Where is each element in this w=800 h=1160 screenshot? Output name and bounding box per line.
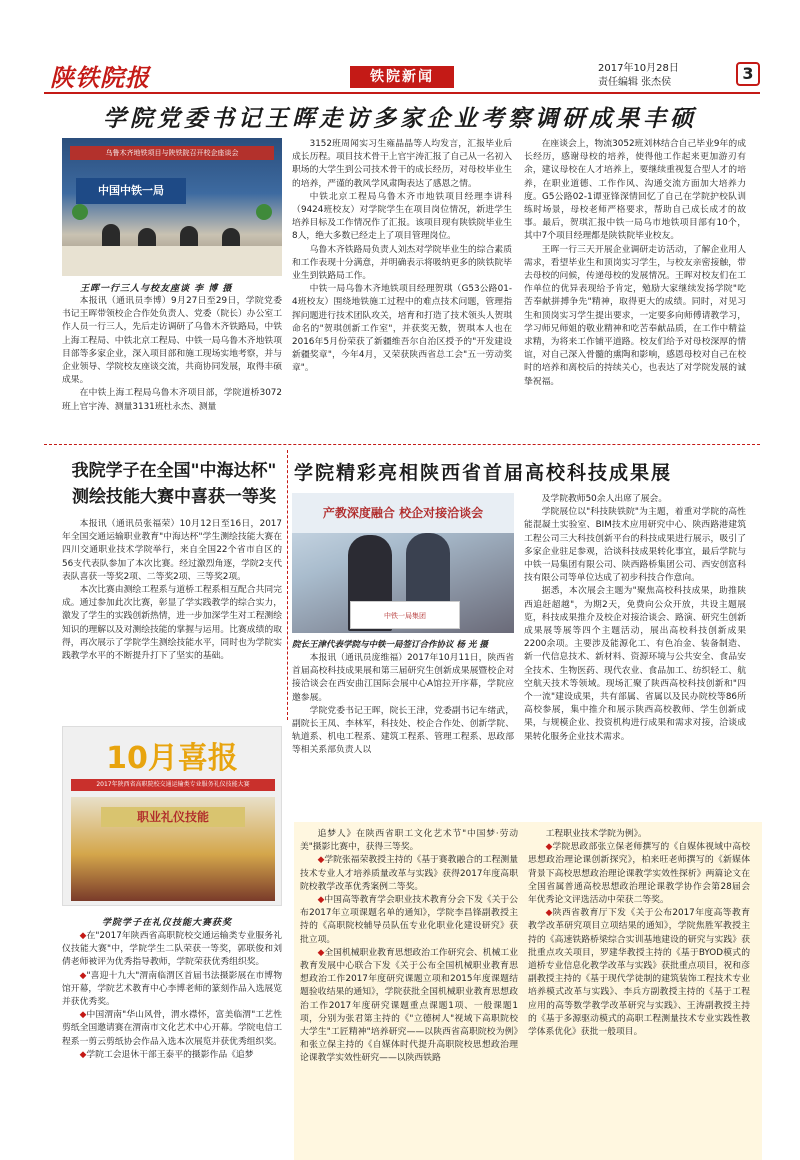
photo-band: 2017年陕西省高职院校交通运输类专业服务礼仪技能大赛	[71, 779, 275, 791]
article2-body	[62, 518, 282, 714]
article3-photo	[292, 493, 514, 633]
list-item: ◆在"2017年陕西省高职院校交通运输类专业服务礼仪技能大赛"中，学院学生二队荣获一等奖，郭联俊和刘倩老师被评为优秀指导教师，学院荣获优秀组织奖。	[62, 931, 282, 968]
list-item: 追梦人》在陕西省职工文化艺术节"中国梦·劳动美"摄影比赛中，获得三等奖。	[300, 829, 518, 853]
paragraph: 学院展位以"科技陕铁院"为主题，着重对学院的高性能混凝土实验室、BIM技术应用研究中心、陕西路港建筑工程公司三大科技创新平台的科技成果进行展示，吸引了多家企业驻足参观，洽谈科技成果转化事宜，最后学院与中铁一局集团有限公司、陕西路桥集团公司、西安创富科技有限公司等单位达成了初步科技合作意向。	[524, 507, 746, 584]
paragraph: 中铁北京工程局乌鲁木齐市地铁项目经理李讲科（9424班校友）对学院学生在项目岗位情况，新进学生培养目标及工作情况作了汇报。该项目现有陕铁院毕业生8人，绝大多数已经走上了项目管理岗位。	[292, 191, 512, 242]
article1-photo-caption: 王晖一行三人与校友座谈 李 博 摄	[80, 284, 233, 294]
diamond-bullet-icon: ◆	[79, 1049, 87, 1060]
headline-line: 测绘技能大赛中喜获一等奖	[72, 487, 276, 507]
article3-photo-caption: 院长王津代表学院与中铁一局签订合作协议 杨 光 摄	[292, 640, 488, 650]
dateline	[598, 62, 679, 90]
paragraph: 据悉，本次展会主题为"聚焦高校科技成果，助推陕西追赶超越"，为期2天，免费向公众开放，共设主题展览，科技成果推介及校企对接洽谈会、路演、研究生创新成果展等展等四个主题活动，展出高校科技创新成果2200余项。主要涉及能源化工、有色冶金、装备制造、新一代信息技术、新材料、资源环境与公共安全、食品安全技术、生物医药、现代农业、食品加工、纺织轻工、航空航天技术等领域。现场汇聚了陕西高校科技创新和"四个一流"建设成果，共有部属、省属以及民办院校等86所高校参展，集中推介和展示陕西高校教师、学生创新成果，与规模企业、投资机构进行成果和需求对接，洽谈成果转化服务企业技术需求。	[524, 586, 746, 742]
article1-column-3	[524, 138, 746, 437]
paragraph: 在座谈会上，物流3052班刘林结合自己毕业9年的成长经历，感谢母校的培养，使得他工作起来更加游刃有余，建议母校在人才培养上，要继续重视复合型人才的培养，在职业道德、工作作风、沟通交流方面加大培养力度。G5公路02-1谭亚锋深情回忆了自己在学院护校队训练时场景，母校老师严格要求，帮助自己成长成才的故事。最后，贺琪汇报中铁一局乌市地铁项目部有10个，其中7个项目经理都是陕铁院毕业校友。	[524, 139, 746, 242]
paragraph: 本报讯（通讯员张福荣）10月12日至16日，2017年全国交通运输职业教育"中海达杯"学生测绘技能大赛在四川交通职业技术学院举行，来自全国22个省市自区的56支代表队参加了本次比赛。经过激烈角逐，学院2支代表队喜获一等奖2项、二等奖2项、三等奖2项。	[62, 519, 282, 582]
group-photo	[71, 797, 275, 901]
masthead: 陕铁院报	[50, 64, 150, 92]
editor-credit: 责任编辑 张杰侯	[598, 77, 672, 88]
article3-headline: 学院精彩亮相陕西省首届高校科技成果展	[294, 462, 673, 484]
article4-column-right	[528, 828, 750, 1154]
diamond-bullet-icon: ◆	[79, 1010, 87, 1021]
section-divider	[44, 444, 760, 445]
paragraph: 学院党委书记王晖，院长王津，党委副书记车绪武，副院长王凤、李林军，科技处、校企合作处、创新学院、轨道系、机电工程系、建筑工程系、管理工程系、思政部等相关系部负责人以	[292, 705, 514, 756]
headline-line: 我院学子在全国"中海达杯"	[71, 461, 277, 481]
diamond-bullet-icon: ◆	[79, 931, 87, 941]
list-item: ◆全国机械职业教育思想政治工作研究会、机械工业教育发展中心联合下发《关于公布全国机械职业教育思想政治工作2017年度研究课题立项和2015年度课题结题验收结果的通知》，学院获批全国机械职业教育思想政治工作2017年度研究课题重点课题1项、一般课题1项，分别为张君第主持的《"立德树人"视域下高职院校大学生"工匠精神"培养研究——以陕西省高职院校为例》和张立保主持的《自媒体时代提升高职院校思想政治理论课教学实效性研究——以陕西铁路	[300, 947, 518, 1064]
meeting-table	[62, 246, 282, 276]
column-divider	[287, 450, 288, 720]
paragraph: 中铁一局乌鲁木齐地铁项目经理贺琪（G53公路01-4班校友）围绕地铁施工过程中的难点技术问题，管理指挥问题进行技术团队攻关，培育和打造了技术领头人贺琪命名的"贺琪创新工作室"，并获奖无数，贺琪本人也在2016年5月份荣获了新疆维吾尔自治区授予的"开发建设新疆奖章"，今年4月，又荣获陕西省总工会"五一劳动奖章"。	[292, 284, 512, 374]
list-item: ◆中国渭南"华山风骨，渭水襟怀，富美临渭"工艺性剪纸全国邀请赛在渭南市文化艺术中心开幕。学院电信工程系一剪云剪纸协会作品入选本次展览并获优秀组织奖。	[62, 1010, 282, 1047]
board-label: 中铁一局集团	[384, 612, 426, 620]
paragraph: 本次比赛由测绘工程系与道桥工程系相互配合共同完成。通过参加此次比赛，彰显了学实践教学的综合实力，激发了学生的实践创新热情，进一步加深学生对工程测绘知识的理解以及对测绘技能的掌握与运用。比赛成绩的取得，再次展示了学院学生测绘技能水平，同时也为学院实践教学水平的不断提升打下了坚实的基础。	[62, 585, 282, 662]
photo-banner: 乌鲁木齐地铁项目与陕铁院召开校企座谈会	[70, 146, 274, 160]
list-item: ◆中国高等教育学会职业技术教育分会下发《关于公布2017年立项课题名单的通知》，学院李昌锋副教授主持的《高职院校辅导员队伍专业化职业化建设研究》获批立项。	[300, 895, 518, 945]
header-rule	[44, 92, 760, 94]
diamond-bullet-icon: ◆	[79, 970, 87, 981]
article1-column-2	[292, 138, 512, 437]
diamond-bullet-icon: ◆	[545, 842, 553, 853]
diamond-bullet-icon: ◆	[317, 855, 325, 866]
photo-title: 10月喜报	[106, 741, 238, 776]
article4-photo	[62, 726, 282, 906]
article4-column-mid	[300, 828, 518, 1154]
stage-banner: 职业礼仪技能	[101, 807, 245, 827]
issue-date: 2017年10月28日	[598, 63, 679, 74]
paragraph: 及学院教师50余人出席了展会。	[541, 494, 668, 504]
article1-photo	[62, 138, 282, 276]
list-item: 工程职业技术学院为例》。	[545, 829, 647, 839]
article2-headline	[64, 458, 284, 510]
paragraph: 乌鲁木齐铁路局负责人刘杰对学院毕业生的综合素质和工作表现十分满意，并明确表示将吸纳更多的陕铁院毕业生到铁路局工作。	[292, 244, 512, 282]
article4-column-left	[62, 930, 282, 1152]
plant-icon	[72, 204, 88, 220]
company-logo: 中国中铁一局	[76, 178, 186, 204]
section-label: 铁院新闻	[350, 66, 454, 88]
diamond-bullet-icon: ◆	[317, 895, 325, 906]
plant-icon	[256, 204, 272, 220]
list-item: ◆"喜迎十九大"渭南临渭区首届书法摄影展在市博物馆开幕，学院艺术教育中心李博老师的篆刻作品入选展览并获优秀奖。	[62, 970, 282, 1008]
paragraph: 王晖一行三天开展企业调研走访活动，了解企业用人需求，看望毕业生和顶岗实习学生，与校友亲密接触，带去母校的问候，传递母校的发展情况。王晖对校友们在工作单位的优异表现给予肯定，勉励大家继续发扬学院"吃苦奉献拼搏争先"精神，取得更大的成绩。同时，对见习生和顶岗实习学生提出要求，一定要多向师傅请教学习，学习师兄师姐的敬业精神和吃苦奉献品质，在工作中精益求精，为将来工作铺平道路。校友们给予对母校深厚的情谊，对自己深入骨髓的熏陶和影响，感恩母校对自己在校时的培养和离校后的持续关心，也表达了对学院发展的诚挚祝福。	[524, 244, 746, 387]
paragraph: 本报讯（通讯员庞维福）2017年10月11日，陕西省首届高校科技成果展和第三届研究生创新成果展暨校企对接洽谈会在西安曲江国际会展中心A馆拉开序幕，学院应邀参展。	[292, 653, 514, 703]
article4-photo-caption: 学院学子在礼仪技能大赛获奖	[102, 918, 233, 928]
article3-column-left	[292, 652, 514, 810]
list-item: ◆陕西省教育厅下发《关于公布2017年度高等教育教学改革研究项目立项结果的通知》，学院焦胜军教授主持的《高速铁路桥梁综合实训基地建设的研究与实践》获批重点攻关项目，罗建华教授主持的《基于BYOD模式的道桥专业信息化教学改革与实践》获批重点项目，祝和彦副教授主持的《基于现代学徒制的建筑装饰工程技术专业培养模式改革与实践》、李兵方副教授主持的《基于工程应用的高等数学教学改革研究与实践》、王涛副教授主持的《基于多源驱动模式的高职工程测量技术专业实践性教学体系优化》获批一般项目。	[528, 908, 750, 1038]
diamond-bullet-icon: ◆	[545, 908, 553, 919]
list-item: ◆学院工会退休干部王泰平的摄影作品《追梦	[79, 1049, 254, 1060]
article3-column-right	[524, 493, 746, 810]
paragraph: 在中铁上海工程局乌鲁木齐项目部，学院道桥3072班上官宇涛、测量3131班杜永杰、测量	[62, 388, 282, 412]
paragraph: 本报讯（通讯员李博）9月27日至29日，学院党委书记王晖带领校企合作处负责人、党委（院长）办公室工作人员一行三人，先后走访调研了乌鲁木齐铁路局，中铁上海工程局、中铁北京工程局、中铁一局乌鲁木齐地铁项目部等多家企业，深入项目部和施工现场实地考察，并与企业领导、学院校友座谈交流，共商协同发展，取得丰硕成果。	[62, 296, 282, 386]
agreement-board	[350, 601, 460, 629]
article1-column-1	[62, 295, 282, 437]
diamond-bullet-icon: ◆	[317, 947, 325, 958]
list-item: ◆学院思政部张立保老师撰写的《自媒体视域中高校思想政治理论课创新探究》，柏来旺老师撰写的《新媒体背景下高校思想政治理论课教学实效性探析》两篇论文在全国省属普通高校思想政治理论课教学协作会第28届会年优秀论文评选活动中荣获二等奖。	[528, 842, 750, 906]
list-item: ◆学院张福荣教授主持的《基于赛教融合的工程测量技术专业人才培养质量改革与实践》获得2017年度高职院校教学改革优秀案例二等奖。	[300, 855, 518, 892]
page-number: 3	[736, 62, 760, 86]
article1-headline: 学院党委书记王晖走访多家企业考察调研成果丰硕	[103, 105, 697, 132]
paragraph: 3152班周闻实习生雍晶晶等人均发言，汇报毕业后成长历程。项目技术骨干上官宇涛汇报了自己从一名初入职场的大学生到公司技术骨干的成长经历，对母校毕业生的培养，严谨的教风学风肃陶表达了感恩之情。	[292, 139, 512, 189]
backdrop-banner: 产教深度融合 校企对接洽谈会	[292, 493, 514, 533]
